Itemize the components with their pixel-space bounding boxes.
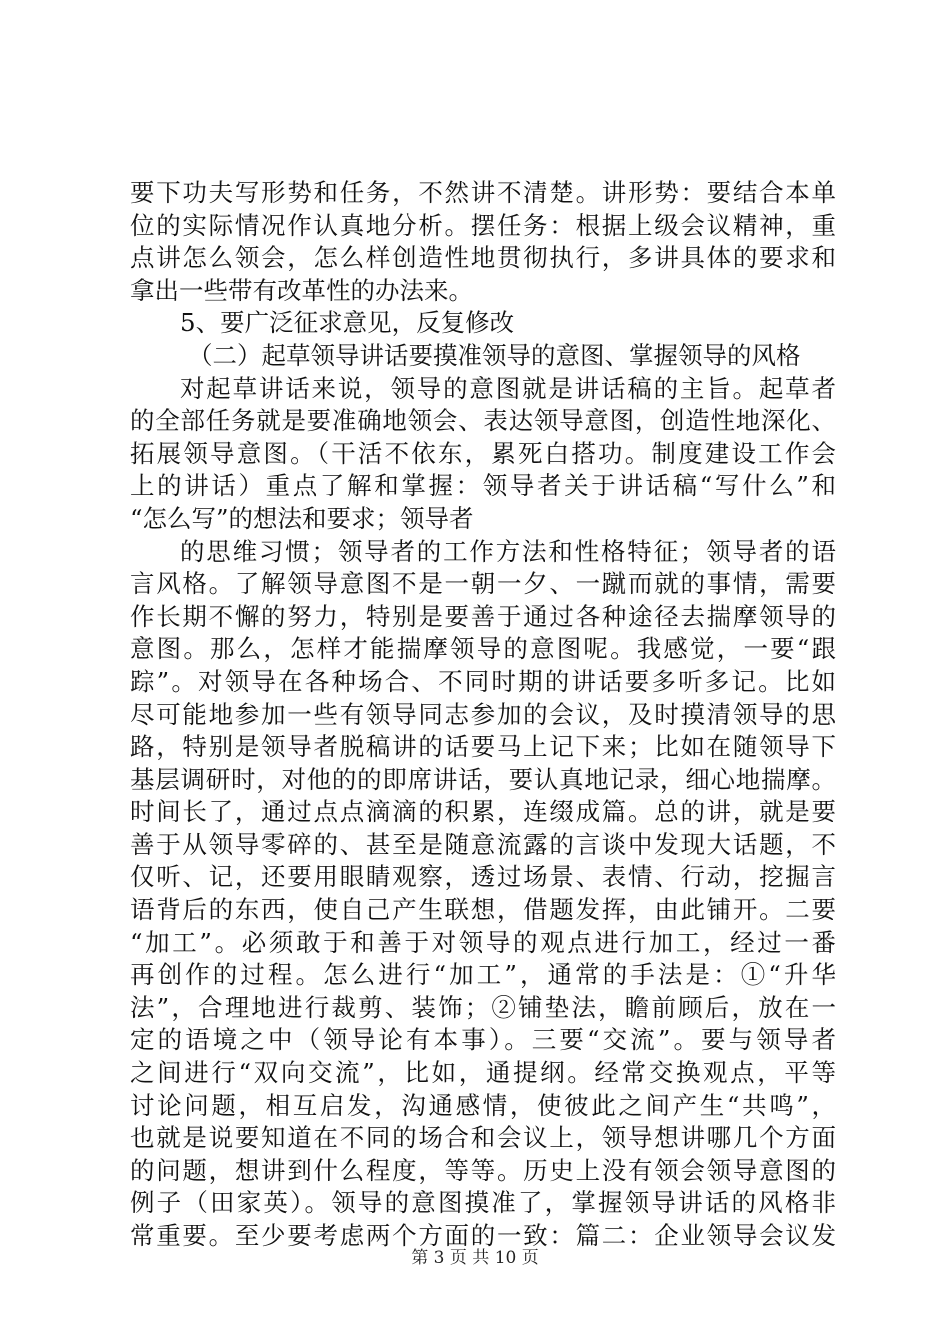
text-line: 常重要。至少要考虑两个方面的一致：篇二：企业领导会议发 — [130, 1221, 836, 1250]
text-line: 的思维习惯；领导者的工作方法和性格特征；领导者的语 — [180, 536, 836, 566]
text-line: 点讲怎么领会，怎么样创造性地贯彻执行，多讲具体的要求和 — [130, 243, 836, 273]
section-heading: （二）起草领导讲话要摸准领导的意图、掌握领导的风格 — [188, 340, 801, 370]
text-line: 语背后的东西，使自己产生联想，借题发挥，由此铺开。二要 — [130, 895, 836, 925]
text-line: 对起草讲话来说，领导的意图就是讲话稿的主旨。起草者 — [180, 373, 836, 403]
text-line: 善于从领导零碎的、甚至是随意流露的言谈中发现大话题，不 — [130, 829, 836, 859]
text-line: 讨论问题，相互启发，沟通感情，使彼此之间产生“共鸣”， — [130, 1090, 836, 1120]
text-line: 仅听、记，还要用眼睛观察，透过场景、表情、行动，挖掘言 — [130, 862, 836, 892]
text-line: 作长期不懈的努力，特别是要善于通过各种途径去揣摩领导的 — [130, 601, 836, 631]
text-line: 基层调研时，对他的的即席讲话，要认真地记录，细心地揣摩。 — [130, 764, 836, 794]
text-line: 意图。那么，怎样才能揣摩领导的意图呢。我感觉，一要“跟 — [130, 634, 836, 664]
text-line: 法”，合理地进行裁剪、装饰；②铺垫法，瞻前顾后，放在一 — [130, 992, 836, 1022]
text-line: 的问题，想讲到什么程度，等等。历史上没有领会领导意图的 — [130, 1155, 836, 1185]
text-line: “加工”。必须敢于和善于对领导的观点进行加工，经过一番 — [130, 927, 836, 957]
section-heading: 5、要广泛征求意见，反复修改 — [180, 308, 515, 338]
text-line: 要下功夫写形势和任务，不然讲不清楚。讲形势：要结合本单 — [130, 178, 836, 207]
text-line: “怎么写”的想法和要求；领导者 — [130, 503, 474, 533]
text-line: 再创作的过程。怎么进行“加工”，通常的手法是：①“升华 — [130, 960, 836, 990]
document-body — [130, 177, 836, 1253]
text-line: 也就是说要知道在不同的场合和会议上，领导想讲哪几个方面 — [130, 1123, 836, 1153]
text-line: 定的语境之中（领导论有本事）。三要“交流”。要与领导者 — [130, 1025, 836, 1055]
text-line: 拓展领导意图。（干活不依东，累死白搭功。制度建设工作会 — [130, 438, 836, 468]
text-line: 之间进行“双向交流”，比如，通提纲。经常交换观点，平等 — [130, 1058, 836, 1088]
text-line: 尽可能地参加一些有领导同志参加的会议，及时摸清领导的思 — [130, 699, 836, 729]
text-line: 时间长了，通过点点滴滴的积累，连缀成篇。总的讲，就是要 — [130, 797, 836, 827]
text-line: 的全部任务就是要准确地领会、表达领导意图，创造性地深化、 — [130, 406, 836, 436]
text-line: 踪”。对领导在各种场合、不同时期的讲话要多听多记。比如 — [130, 666, 836, 696]
text-line: 言风格。了解领导意图不是一朝一夕、一蹴而就的事情，需要 — [130, 569, 836, 599]
text-line: 拿出一些带有改革性的办法来。 — [130, 275, 473, 305]
page-number-footer: 第 3 页 共 10 页 — [411, 1248, 539, 1268]
text-line: 位的实际情况作认真地分析。摆任务：根据上级会议精神，重 — [130, 210, 836, 240]
text-line: 上的讲话）重点了解和掌握：领导者关于讲话稿“写什么”和 — [130, 471, 836, 501]
text-line: 例子（田家英）。领导的意图摸准了，掌握领导讲话的风格非 — [130, 1188, 836, 1218]
text-line: 路，特别是领导者脱稿讲的话要马上记下来；比如在随领导下 — [130, 732, 836, 762]
